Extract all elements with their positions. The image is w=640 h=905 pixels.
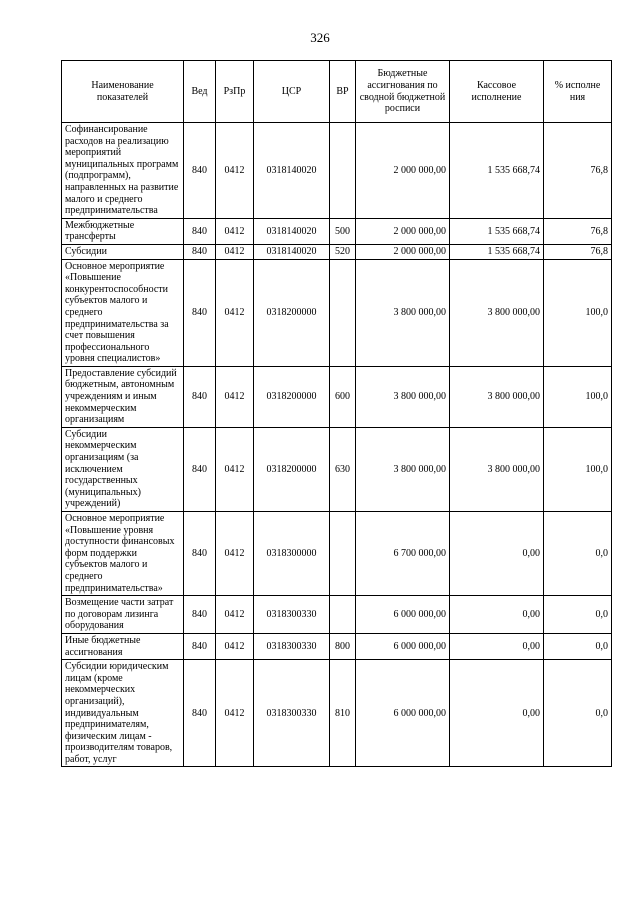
table-row [62,596,612,634]
row-ved: 840 [184,660,216,767]
row-csr: 0318300330 [254,633,330,659]
row-vr: 520 [330,244,356,259]
row-ved: 840 [184,633,216,659]
table-row [62,660,612,767]
row-pct: 0,0 [544,660,612,767]
row-vr: 810 [330,660,356,767]
row-rzpr: 0412 [216,123,254,219]
row-ved: 840 [184,218,216,244]
row-assign: 6 700 000,00 [356,512,450,596]
row-rzpr: 0412 [216,512,254,596]
row-assign: 3 800 000,00 [356,427,450,511]
row-name: Межбюджетные трансферты [62,218,184,244]
row-pct: 76,8 [544,123,612,219]
header-cash: Кассовое исполнение [450,61,544,123]
table-row [62,218,612,244]
row-name: Субсидии юридическим лицам (кроме некоммерческих организаций), индивидуальным предпринимателям, физическим лицам - производителям товаров, работ, услуг [62,660,184,767]
row-assign: 6 000 000,00 [356,596,450,634]
row-rzpr: 0412 [216,218,254,244]
row-cash: 1 535 668,74 [450,123,544,219]
row-cash: 1 535 668,74 [450,218,544,244]
row-vr: 630 [330,427,356,511]
row-csr: 0318300000 [254,512,330,596]
row-pct: 76,8 [544,218,612,244]
row-rzpr: 0412 [216,244,254,259]
row-assign: 2 000 000,00 [356,123,450,219]
row-pct: 100,0 [544,427,612,511]
table-row [62,427,612,511]
row-name: Иные бюджетные ассигнования [62,633,184,659]
row-vr: 800 [330,633,356,659]
header-ved: Вед [184,61,216,123]
row-pct: 100,0 [544,366,612,427]
row-vr [330,512,356,596]
header-pct: % исполне ния [544,61,612,123]
row-vr: 600 [330,366,356,427]
row-rzpr: 0412 [216,660,254,767]
row-pct: 0,0 [544,633,612,659]
row-rzpr: 0412 [216,596,254,634]
row-ved: 840 [184,123,216,219]
header-name: Наименование показателей [62,61,184,123]
row-csr: 0318300330 [254,660,330,767]
row-assign: 6 000 000,00 [356,660,450,767]
row-name: Предоставление субсидий бюджетным, автономным учреждениям и иным некоммерческим организациям [62,366,184,427]
row-cash: 0,00 [450,660,544,767]
row-name: Основное мероприятие «Повышение уровня доступности финансовых форм поддержки субъектов малого и среднего предпринимательства» [62,512,184,596]
row-vr: 500 [330,218,356,244]
header-assign: Бюджетные ассигнования по сводной бюджетной росписи [356,61,450,123]
row-vr [330,259,356,366]
row-cash: 3 800 000,00 [450,259,544,366]
row-name: Возмещение части затрат по договорам лизинга оборудования [62,596,184,634]
row-assign: 2 000 000,00 [356,244,450,259]
row-cash: 1 535 668,74 [450,244,544,259]
row-cash: 0,00 [450,512,544,596]
row-ved: 840 [184,244,216,259]
row-csr: 0318300330 [254,596,330,634]
row-rzpr: 0412 [216,633,254,659]
row-vr [330,123,356,219]
row-name: Субсидии [62,244,184,259]
budget-table [61,60,612,767]
row-assign: 2 000 000,00 [356,218,450,244]
header-row [62,61,612,123]
row-pct: 76,8 [544,244,612,259]
row-ved: 840 [184,596,216,634]
row-cash: 3 800 000,00 [450,427,544,511]
row-name: Субсидии некоммерческим организациям (за исключением государственных (муниципальных) учреждений) [62,427,184,511]
row-csr: 0318200000 [254,259,330,366]
row-cash: 0,00 [450,633,544,659]
table-row [62,366,612,427]
row-ved: 840 [184,512,216,596]
row-cash: 3 800 000,00 [450,366,544,427]
row-rzpr: 0412 [216,259,254,366]
table-row [62,123,612,219]
row-csr: 0318200000 [254,366,330,427]
row-assign: 6 000 000,00 [356,633,450,659]
row-name: Основное мероприятие «Повышение конкурентоспособности субъектов малого и среднего предпринимательства за счет повышения профессионального уровня специалистов» [62,259,184,366]
table-row [62,244,612,259]
row-pct: 0,0 [544,596,612,634]
row-ved: 840 [184,259,216,366]
page-number: 326 [310,30,330,45]
row-pct: 100,0 [544,259,612,366]
row-pct: 0,0 [544,512,612,596]
row-rzpr: 0412 [216,366,254,427]
row-cash: 0,00 [450,596,544,634]
row-csr: 0318140020 [254,123,330,219]
row-csr: 0318140020 [254,218,330,244]
row-csr: 0318140020 [254,244,330,259]
row-ved: 840 [184,366,216,427]
row-ved: 840 [184,427,216,511]
row-csr: 0318200000 [254,427,330,511]
row-rzpr: 0412 [216,427,254,511]
row-vr [330,596,356,634]
row-assign: 3 800 000,00 [356,259,450,366]
header-vr: ВР [330,61,356,123]
header-csr: ЦСР [254,61,330,123]
header-rzpr: РзПр [216,61,254,123]
table-row [62,512,612,596]
row-name: Софинансирование расходов на реализацию мероприятий муниципальных программ (подпрограмм), направленных на развитие малого и среднего предпринимательства [62,123,184,219]
table-row [62,259,612,366]
row-assign: 3 800 000,00 [356,366,450,427]
table-row [62,633,612,659]
